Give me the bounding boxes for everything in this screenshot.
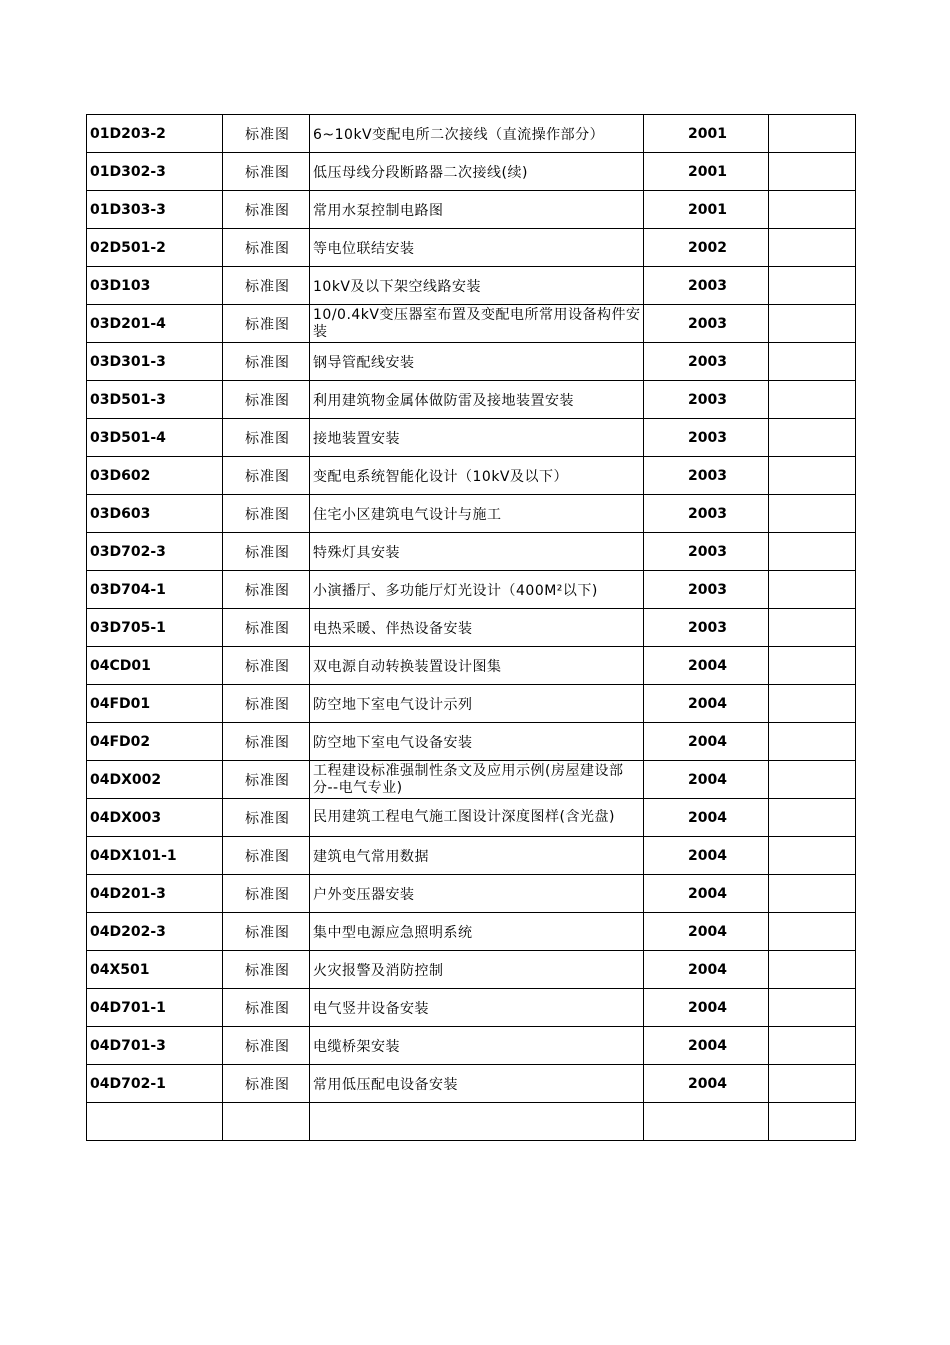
year-cell: 2004 [644,989,769,1027]
drawing-code-cell: 04X501 [87,951,223,989]
note-cell [769,457,856,495]
drawing-title-cell: 集中型电源应急照明系统 [310,913,644,951]
note-cell [769,723,856,761]
drawing-code-cell: 03D103 [87,267,223,305]
drawing-title-cell: 火灾报警及消防控制 [310,951,644,989]
year-cell: 2004 [644,1027,769,1065]
drawing-code-cell: 03D501-3 [87,381,223,419]
table-row [87,761,856,799]
drawing-title-cell: 10kV及以下架空线路安装 [310,267,644,305]
drawing-type-cell: 标准图 [223,1065,310,1103]
year-cell: 2003 [644,533,769,571]
drawing-type-cell: 标准图 [223,571,310,609]
year-cell: 2003 [644,267,769,305]
note-cell [769,229,856,267]
year-cell [644,1103,769,1141]
table-row [87,1027,856,1065]
note-cell [769,913,856,951]
drawing-code-cell: 03D301-3 [87,343,223,381]
note-cell [769,989,856,1027]
note-cell [769,1027,856,1065]
drawing-title-cell: 住宅小区建筑电气设计与施工 [310,495,644,533]
table-row [87,837,856,875]
note-cell [769,609,856,647]
year-cell: 2002 [644,229,769,267]
drawing-type-cell: 标准图 [223,761,310,799]
drawing-type-cell: 标准图 [223,115,310,153]
note-cell [769,419,856,457]
drawing-code-cell: 01D203-2 [87,115,223,153]
drawing-title-cell: 电热采暖、伴热设备安装 [310,609,644,647]
table-body [87,115,856,1141]
table-row [87,191,856,229]
note-cell [769,647,856,685]
drawing-code-cell: 04D202-3 [87,913,223,951]
drawing-title-cell: 接地装置安装 [310,419,644,457]
drawing-code-cell: 01D303-3 [87,191,223,229]
drawing-code-cell: 03D603 [87,495,223,533]
drawing-type-cell: 标准图 [223,837,310,875]
drawing-code-cell [87,1103,223,1141]
year-cell: 2001 [644,153,769,191]
note-cell [769,1065,856,1103]
drawing-type-cell: 标准图 [223,305,310,343]
year-cell: 2001 [644,115,769,153]
table-row [87,571,856,609]
table-row [87,381,856,419]
drawing-title-cell: 常用低压配电设备安装 [310,1065,644,1103]
table-row [87,609,856,647]
drawing-title-cell: 利用建筑物金属体做防雷及接地装置安装 [310,381,644,419]
drawing-title-cell: 低压母线分段断路器二次接线(续) [310,153,644,191]
table-row [87,267,856,305]
drawing-code-cell: 03D702-3 [87,533,223,571]
note-cell [769,761,856,799]
drawing-type-cell: 标准图 [223,381,310,419]
drawing-type-cell: 标准图 [223,343,310,381]
drawing-code-cell: 03D201-4 [87,305,223,343]
drawing-title-cell: 等电位联结安装 [310,229,644,267]
drawing-title-cell: 防空地下室电气设备安装 [310,723,644,761]
table-row [87,951,856,989]
note-cell [769,191,856,229]
note-cell [769,799,856,837]
drawing-type-cell: 标准图 [223,1027,310,1065]
year-cell: 2003 [644,495,769,533]
drawing-type-cell: 标准图 [223,153,310,191]
drawing-title-cell: 特殊灯具安装 [310,533,644,571]
drawing-type-cell: 标准图 [223,191,310,229]
drawing-title-cell: 防空地下室电气设计示列 [310,685,644,723]
year-cell: 2004 [644,837,769,875]
note-cell [769,381,856,419]
drawing-title-cell: 钢导管配线安装 [310,343,644,381]
drawing-code-cell: 01D302-3 [87,153,223,191]
year-cell: 2003 [644,419,769,457]
drawing-title-cell: 变配电系统智能化设计（10kV及以下） [310,457,644,495]
drawing-title-cell: 6~10kV变配电所二次接线（直流操作部分） [310,115,644,153]
table-row [87,799,856,837]
year-cell: 2001 [644,191,769,229]
drawing-type-cell: 标准图 [223,647,310,685]
note-cell [769,1103,856,1141]
drawing-code-cell: 04D701-1 [87,989,223,1027]
note-cell [769,153,856,191]
drawing-code-cell: 04DX101-1 [87,837,223,875]
drawing-title-cell: 户外变压器安装 [310,875,644,913]
drawing-type-cell: 标准图 [223,609,310,647]
year-cell: 2003 [644,305,769,343]
drawing-code-cell: 03D704-1 [87,571,223,609]
drawing-type-cell: 标准图 [223,799,310,837]
drawing-type-cell: 标准图 [223,913,310,951]
note-cell [769,951,856,989]
drawing-type-cell: 标准图 [223,533,310,571]
table-row [87,989,856,1027]
note-cell [769,685,856,723]
drawing-code-cell: 04FD01 [87,685,223,723]
table-row [87,457,856,495]
note-cell [769,571,856,609]
year-cell: 2003 [644,609,769,647]
table-row [87,723,856,761]
drawing-code-cell: 04CD01 [87,647,223,685]
year-cell: 2004 [644,1065,769,1103]
drawing-code-cell: 02D501-2 [87,229,223,267]
note-cell [769,533,856,571]
table-row [87,343,856,381]
drawing-title-cell: 工程建设标准强制性条文及应用示例(房屋建设部分--电气专业) [310,761,644,799]
drawing-code-cell: 04D201-3 [87,875,223,913]
table-row [87,647,856,685]
table-row [87,229,856,267]
drawing-type-cell: 标准图 [223,989,310,1027]
year-cell: 2004 [644,913,769,951]
drawing-code-cell: 04FD02 [87,723,223,761]
year-cell: 2003 [644,571,769,609]
drawing-type-cell: 标准图 [223,457,310,495]
drawing-type-cell: 标准图 [223,267,310,305]
drawing-code-cell: 04D701-3 [87,1027,223,1065]
drawing-code-cell: 03D602 [87,457,223,495]
drawing-type-cell: 标准图 [223,495,310,533]
drawing-title-cell: 民用建筑工程电气施工图设计深度图样(含光盘) [310,799,644,837]
drawing-code-cell: 04D702-1 [87,1065,223,1103]
year-cell: 2004 [644,951,769,989]
note-cell [769,875,856,913]
year-cell: 2004 [644,799,769,837]
drawing-code-cell: 04DX002 [87,761,223,799]
drawing-title-cell [310,1103,644,1141]
table-row [87,305,856,343]
drawing-title-cell: 10/0.4kV变压器室布置及变配电所常用设备构件安装 [310,305,644,343]
drawing-code-cell: 03D705-1 [87,609,223,647]
drawing-title-cell: 双电源自动转换装置设计图集 [310,647,644,685]
note-cell [769,343,856,381]
note-cell [769,305,856,343]
drawing-type-cell: 标准图 [223,685,310,723]
table-row [87,685,856,723]
year-cell: 2003 [644,457,769,495]
drawing-title-cell: 电气竖井设备安装 [310,989,644,1027]
note-cell [769,837,856,875]
drawing-code-cell: 04DX003 [87,799,223,837]
table-row [87,533,856,571]
table-row [87,1103,856,1141]
table-row [87,419,856,457]
note-cell [769,495,856,533]
note-cell [769,115,856,153]
note-cell [769,267,856,305]
drawing-type-cell: 标准图 [223,723,310,761]
table-row [87,913,856,951]
table-row [87,875,856,913]
drawing-type-cell: 标准图 [223,951,310,989]
table-row [87,115,856,153]
year-cell: 2004 [644,647,769,685]
drawing-type-cell: 标准图 [223,419,310,457]
year-cell: 2003 [644,343,769,381]
drawing-type-cell: 标准图 [223,229,310,267]
standards-table [86,114,856,1141]
year-cell: 2004 [644,685,769,723]
drawing-code-cell: 03D501-4 [87,419,223,457]
drawing-type-cell [223,1103,310,1141]
table-row [87,495,856,533]
drawing-title-cell: 电缆桥架安装 [310,1027,644,1065]
drawing-title-cell: 小演播厅、多功能厅灯光设计（400M²以下) [310,571,644,609]
drawing-type-cell: 标准图 [223,875,310,913]
year-cell: 2004 [644,875,769,913]
drawing-title-cell: 建筑电气常用数据 [310,837,644,875]
year-cell: 2004 [644,723,769,761]
year-cell: 2003 [644,381,769,419]
drawing-title-cell: 常用水泵控制电路图 [310,191,644,229]
year-cell: 2004 [644,761,769,799]
table-row [87,1065,856,1103]
table-row [87,153,856,191]
